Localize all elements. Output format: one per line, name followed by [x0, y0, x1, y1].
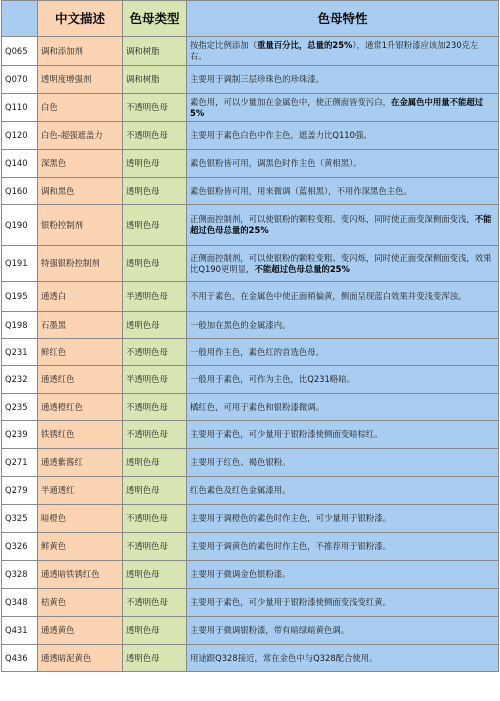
toner-code: Q325: [2, 505, 38, 533]
toner-code: Q232: [2, 366, 38, 394]
toner-code: Q279: [2, 477, 38, 505]
toner-type: 透明色母: [123, 312, 187, 339]
toner-properties: [187, 205, 499, 246]
toner-type: 透明色母: [123, 477, 187, 505]
description-text: 主要用于调制三层珍珠色的珍珠漆。: [190, 74, 324, 85]
description-text: 按指定比例添加（: [190, 40, 257, 51]
description-text: 一般用于素色，可作为主色，比Q231略暗。: [190, 374, 355, 385]
toner-properties: [187, 477, 499, 505]
toner-name: 石墨黑: [38, 312, 123, 339]
toner-properties: [187, 617, 499, 645]
description-text: 正侧面控制剂，可以使银粉的颗粒变粗、变闪烁，同时使正面变深侧面变浅，效果比Q190更明显，: [190, 252, 492, 274]
table-body: [2, 37, 499, 672]
toner-properties: [187, 561, 499, 589]
description-text: 素色银粉皆可用，用来微调（蓝相黑），不用作深黑色主色。: [190, 185, 412, 196]
description-text: 一般用作主色，素色红的首选色母。: [190, 346, 324, 357]
toner-properties: [187, 505, 499, 533]
table-row: [2, 312, 499, 339]
table-row: [2, 339, 499, 366]
toner-code: Q190: [2, 205, 38, 246]
table-row: [2, 561, 499, 589]
toner-code: Q070: [2, 66, 38, 94]
header-row: [2, 1, 499, 37]
toner-type: 透明色母: [123, 449, 187, 477]
toner-properties: [187, 312, 499, 339]
toner-name: 鲜黄色: [38, 533, 123, 561]
toner-name: 桔黄色: [38, 589, 123, 617]
toner-name: 调和添加剂: [38, 37, 123, 66]
table-row: [2, 205, 499, 246]
description-text: 主要用于红色、褐色银粉。: [190, 457, 291, 468]
toner-type: 不透明色母: [123, 339, 187, 366]
description-text: 用途跟Q328接近，常在金色中与Q328配合使用。: [190, 652, 378, 663]
table-row: [2, 421, 499, 449]
toner-code: Q326: [2, 533, 38, 561]
toner-code: Q431: [2, 617, 38, 645]
toner-type: 不透明色母: [123, 394, 187, 421]
table-row: [2, 366, 499, 394]
table-row: [2, 37, 499, 66]
toner-code: Q065: [2, 37, 38, 66]
toner-properties: [187, 37, 499, 66]
toner-properties: [187, 421, 499, 449]
description-text: 主要用于素色，可少量用于银粉漆使侧面变暗棕红。: [190, 429, 383, 440]
description-text: 主要用于微调银粉漆，带有暗绿暗黄色调。: [190, 625, 350, 636]
table-row: [2, 178, 499, 205]
toner-properties: [187, 122, 499, 150]
toner-type: 不透明色母: [123, 505, 187, 533]
toner-name: 通透白: [38, 282, 123, 312]
toner-name: 白色: [38, 94, 123, 122]
header-code: [2, 1, 38, 37]
toner-properties: [187, 339, 499, 366]
table-row: [2, 94, 499, 122]
toner-type: 透明色母: [123, 645, 187, 672]
toner-name: 特强银粉控制剂: [38, 246, 123, 282]
toner-code: Q195: [2, 282, 38, 312]
toner-properties: [187, 246, 499, 282]
table-row: [2, 449, 499, 477]
description-text: 红色素色及红色金属漆用。: [190, 485, 291, 496]
toner-name: 通透紫酱红: [38, 449, 123, 477]
toner-type: 透明色母: [123, 150, 187, 178]
toner-properties: [187, 150, 499, 178]
toner-properties: [187, 449, 499, 477]
table-row: [2, 122, 499, 150]
toner-properties: [187, 178, 499, 205]
description-text: 素色银粉皆可用，调黑色时作主色（黄相黑）。: [190, 158, 362, 169]
header-chinese-description: 中文描述: [38, 1, 123, 37]
toner-code: Q328: [2, 561, 38, 589]
table-row: [2, 394, 499, 421]
toner-name: 通透橙红色: [38, 394, 123, 421]
toner-type: 半透明色母: [123, 282, 187, 312]
toner-name: 透明度增强剂: [38, 66, 123, 94]
toner-name: 银粉控制剂: [38, 205, 123, 246]
toner-code: Q436: [2, 645, 38, 672]
description-text: ），通常1升银粉漆应该加230克左右。: [190, 40, 479, 61]
description-text: 橘红色，可用于素色和银粉漆微调。: [190, 401, 324, 412]
toner-name: 半通透红: [38, 477, 123, 505]
description-text: 主要用于微调金色银粉漆。: [190, 569, 291, 580]
description-text: 正侧面控制剂，可以使银粉的颗粒变粗、变闪烁，同时使正面变深侧面变浅，: [190, 214, 475, 225]
toner-code: Q160: [2, 178, 38, 205]
toner-code: Q191: [2, 246, 38, 282]
table-row: [2, 246, 499, 282]
toner-code: Q198: [2, 312, 38, 339]
toner-properties: [187, 645, 499, 672]
table-row: [2, 589, 499, 617]
toner-code: Q271: [2, 449, 38, 477]
toner-type: 透明色母: [123, 205, 187, 246]
toner-properties: [187, 394, 499, 421]
table-row: [2, 477, 499, 505]
toner-name: 鲜红色: [38, 339, 123, 366]
toner-properties: [187, 589, 499, 617]
toner-type: 透明色母: [123, 617, 187, 645]
toner-name: 通透暗泥黄色: [38, 645, 123, 672]
table-row: [2, 617, 499, 645]
toner-name: 深黑色: [38, 150, 123, 178]
toner-name: 铁锈红色: [38, 421, 123, 449]
description-text: 主要用于调黄色的素色时作主色，不推荐用于银粉漆。: [190, 541, 391, 552]
toner-type: 半透明色母: [123, 366, 187, 394]
toner-type: 调和树脂: [123, 66, 187, 94]
toner-type: 不透明色母: [123, 589, 187, 617]
toner-type: 透明色母: [123, 178, 187, 205]
toner-type: 调和树脂: [123, 37, 187, 66]
table-row: [2, 66, 499, 94]
toner-type: 透明色母: [123, 561, 187, 589]
toner-properties: [187, 366, 499, 394]
toner-type: 不透明色母: [123, 94, 187, 122]
table-row: [2, 282, 499, 312]
toner-properties: [187, 66, 499, 94]
toner-code: Q239: [2, 421, 38, 449]
header-toner-properties: 色母特性: [187, 1, 499, 37]
toner-code: Q140: [2, 150, 38, 178]
toner-code: Q120: [2, 122, 38, 150]
header-toner-type: 色母类型: [123, 1, 187, 37]
toner-properties: [187, 533, 499, 561]
toner-name: 暗橙色: [38, 505, 123, 533]
toner-code: Q231: [2, 339, 38, 366]
toner-code: Q110: [2, 94, 38, 122]
toner-name: 通透暗铁锈红色: [38, 561, 123, 589]
toner-properties: [187, 282, 499, 312]
description-text: 一般加在黑色的金属漆内。: [190, 319, 291, 330]
toner-name: 通透黄色: [38, 617, 123, 645]
description-text: 主要用于调橙色的素色时作主色，可少量用于银粉漆。: [190, 513, 391, 524]
toner-name: 通透红色: [38, 366, 123, 394]
toner-type: 不透明色母: [123, 122, 187, 150]
table-row: [2, 150, 499, 178]
description-text: 素色用，可以少量加在金属色中，使正侧面皆变污白，: [190, 96, 391, 107]
table-row: [2, 505, 499, 533]
table-row: [2, 533, 499, 561]
paint-toner-table: [1, 0, 499, 672]
toner-type: 透明色母: [123, 246, 187, 282]
description-text: 主要用于素色白色中作主色，遮盖力比Q110强。: [190, 130, 372, 141]
toner-properties: [187, 94, 499, 122]
toner-type: 不透明色母: [123, 421, 187, 449]
toner-name: 白色-超强遮盖力: [38, 122, 123, 150]
emphasis-text: 重量百分比，总量的25%: [257, 40, 353, 51]
toner-name: 调和黑色: [38, 178, 123, 205]
emphasis-text: 不能超过色母总量的25%: [190, 214, 492, 235]
description-text: 主要用于素色，可少量用于银粉漆使侧面变浅变红黄。: [190, 597, 391, 608]
emphasis-text: 不能超过色母总量的25%: [254, 263, 350, 274]
emphasis-text: 在金属色中用量不能超过5%: [190, 96, 484, 118]
toner-code: Q348: [2, 589, 38, 617]
toner-code: Q235: [2, 394, 38, 421]
table-row: [2, 645, 499, 672]
description-text: 不用于素色，在金属色中使正面稍偏黄，侧面呈现蓝白效果并变浅变浑浊。: [190, 291, 467, 302]
toner-type: 不透明色母: [123, 533, 187, 561]
